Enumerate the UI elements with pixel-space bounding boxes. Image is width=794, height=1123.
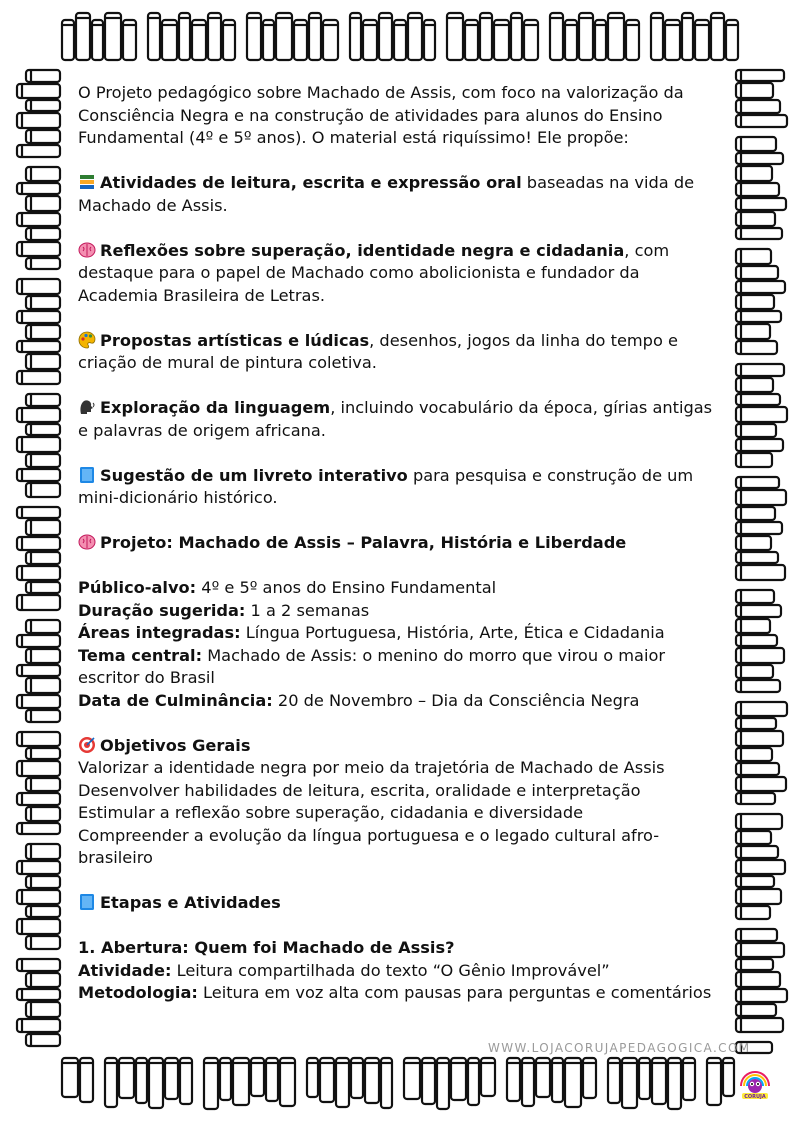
detail-label: Tema central: [78, 645, 203, 665]
step1-activity-label: Atividade: [78, 960, 172, 980]
border-book [736, 648, 784, 663]
detail-value: Machado de Assis: o menino do morro que virou o maior escritor do Brasil [78, 645, 666, 687]
border-book [105, 1058, 117, 1107]
item-reading-text: baseadas na vida de Machado de Assis. [78, 173, 695, 215]
project-title: Projeto: Machado de Assis – Palavra, História e Liberdade [100, 533, 627, 552]
border-book [736, 552, 778, 563]
border-book [522, 1058, 534, 1106]
border-book [736, 943, 784, 957]
border-book [736, 522, 782, 534]
border-book [736, 972, 780, 987]
border-book [736, 70, 784, 81]
website-footer: WWW.LOJACORUJAPEDAGOGICA.COM [488, 1041, 751, 1055]
intro-paragraph: O Projeto pedagógico sobre Machado de Assis, com foco na valorização da Consciência Negra e na construção de atividades para alunos do Ensino Fundamental (4º e 5º anos). O material está riquíssimo! Ele propõe: [78, 83, 684, 147]
border-book [17, 311, 60, 323]
border-book [17, 242, 60, 256]
border-book [17, 989, 60, 1000]
border-book [437, 1058, 449, 1109]
border-book [736, 100, 780, 113]
border-book [736, 1018, 783, 1032]
border-book [736, 439, 783, 451]
item-language-bold: Exploração da linguagem [100, 398, 331, 417]
steps-title: Etapas e Atividades [100, 893, 281, 912]
item-booklet-text: para pesquisa e construção de um mini-dicionário histórico. [78, 465, 694, 507]
border-book [736, 394, 780, 405]
books-icon [78, 173, 96, 191]
border-book [736, 989, 787, 1002]
border-book [17, 183, 60, 194]
border-book [17, 213, 60, 226]
border-book [652, 1058, 666, 1104]
border-book [736, 763, 779, 775]
border-book [365, 1058, 379, 1103]
owl-logo-icon [738, 1066, 772, 1100]
border-book [639, 1058, 650, 1099]
border-book [17, 566, 60, 580]
step1-title: 1. Abertura: Quem foi Machado de Assis? [78, 938, 455, 957]
border-book [165, 1058, 178, 1099]
border-book [309, 13, 321, 60]
border-book [17, 665, 60, 676]
steps-heading [78, 892, 718, 915]
border-book [736, 183, 779, 196]
objectives-title: Objetivos Gerais [100, 735, 251, 755]
border-book [404, 1058, 420, 1099]
border-book [204, 1058, 218, 1109]
border-book [381, 1058, 392, 1108]
objectives-heading [78, 735, 718, 758]
border-book [682, 13, 693, 60]
border-book [17, 113, 60, 128]
border-book [736, 490, 786, 505]
item-arts-text: , desenhos, jogos da linha do tempo e criação de mural de pintura coletiva. [78, 330, 678, 372]
border-book [736, 929, 777, 941]
border-book [17, 437, 60, 452]
palette-icon [78, 331, 96, 349]
border-book [17, 1019, 60, 1032]
border-book [736, 341, 777, 354]
step1-method-text: Leitura em voz alta com pausas para perguntas e comentários [197, 983, 712, 1002]
border-book [480, 13, 492, 60]
item-booklet-bold: Sugestão de um livreto interativo [100, 465, 408, 485]
book-icon [78, 893, 96, 911]
border-book [17, 823, 60, 834]
border-book [233, 1058, 249, 1105]
border-book [507, 1058, 520, 1101]
border-book [280, 1058, 295, 1106]
border-book [736, 846, 778, 858]
brain-icon [78, 533, 96, 551]
border-book [148, 13, 160, 60]
border-book [17, 793, 60, 805]
border-book [550, 13, 563, 60]
border-book [220, 1058, 231, 1100]
book-icon [78, 466, 96, 484]
border-book [208, 13, 221, 60]
border-book [707, 1058, 721, 1105]
objective-item: Compreender a evolução da língua portuguesa e o legado cultural afro-brasileiro [78, 825, 660, 867]
objective-item: Estimular a reflexão sobre superação, cidadania e diversidade [78, 803, 584, 822]
border-book [136, 1058, 147, 1103]
border-book [17, 959, 60, 971]
detail-value: 4º e 5º anos do Ensino Fundamental [196, 578, 497, 597]
border-book [17, 761, 60, 776]
border-book [736, 311, 781, 322]
border-book [736, 860, 785, 874]
border-book [17, 341, 60, 352]
border-book [17, 145, 60, 157]
border-book [711, 13, 724, 60]
border-book [17, 469, 60, 481]
objective-item: Desenvolver habilidades de leitura, escrita, oralidade e interpretação [78, 780, 641, 800]
border-book [408, 13, 422, 60]
border-book [736, 198, 786, 210]
border-book [511, 13, 522, 60]
item-arts-bold: Propostas artísticas e lúdicas [100, 330, 370, 350]
border-book [736, 814, 782, 829]
item-language [78, 397, 718, 442]
border-book [608, 1058, 620, 1103]
item-reflections-bold: Reflexões sobre superação, identidade negra e cidadania [100, 240, 625, 260]
detail-value: Língua Portuguesa, História, Arte, Ética e Cidadania [240, 623, 665, 642]
item-language-text: , incluindo vocabulário da época, gírias antigas e palavras de origem africana. [78, 398, 713, 440]
border-book [179, 13, 190, 60]
border-book [17, 595, 60, 610]
border-book [80, 1058, 93, 1102]
border-book [608, 13, 624, 60]
border-book [336, 1058, 349, 1107]
border-book [17, 507, 60, 518]
border-book [17, 695, 60, 708]
item-reflections [78, 240, 718, 308]
target-icon [78, 736, 96, 754]
border-book [736, 407, 787, 422]
border-book [736, 477, 779, 488]
border-book [350, 13, 361, 60]
border-book [17, 919, 60, 934]
border-book [468, 1058, 479, 1105]
item-reading-bold: Atividades de leitura, escrita e expressão oral [100, 173, 522, 192]
border-book [180, 1058, 192, 1104]
step1-method-label: Metodologia: [78, 983, 198, 1002]
brain-icon [78, 241, 96, 259]
border-book [683, 1058, 695, 1100]
border-book [422, 1058, 435, 1104]
step1-method [78, 982, 718, 1005]
border-book [668, 1058, 681, 1109]
detail-duration [78, 600, 718, 623]
detail-theme [78, 645, 718, 690]
border-book [17, 890, 60, 904]
border-book [552, 1058, 563, 1102]
detail-label: Data de Culminância: [78, 690, 273, 710]
item-reading [78, 172, 718, 217]
detail-label: Duração sugerida: [78, 600, 246, 620]
detail-areas [78, 622, 718, 645]
border-book [105, 13, 121, 60]
border-book [736, 731, 783, 746]
border-book [736, 364, 784, 376]
border-book [579, 13, 593, 60]
border-book [736, 635, 777, 646]
border-book [565, 1058, 581, 1107]
border-book [736, 777, 786, 791]
item-reflections-text: , com destaque para o papel de Machado como abolicionista e fundador da Academia Brasileira de Letras. [78, 240, 670, 305]
detail-date [78, 690, 718, 713]
border-book [17, 861, 60, 874]
detail-label: Áreas integradas: [78, 623, 241, 642]
border-book [379, 13, 392, 60]
border-book [447, 13, 463, 60]
border-book [736, 228, 782, 239]
detail-audience [78, 577, 718, 600]
border-book [17, 408, 60, 422]
border-book [736, 605, 781, 617]
logo-text: CORUJA [744, 1094, 766, 1100]
border-book [247, 13, 261, 60]
speaking-head-icon [78, 398, 96, 416]
border-book [736, 115, 787, 127]
border-book [266, 1058, 278, 1101]
border-book [622, 1058, 637, 1108]
objective-item: Valorizar a identidade negra por meio da trajetória de Machado de Assis [78, 758, 665, 777]
border-book [76, 13, 90, 60]
border-book [276, 13, 292, 60]
step1-activity-text: Leitura compartilhada do texto “O Gênio Improvável” [171, 960, 610, 980]
border-book [651, 13, 663, 60]
border-book [451, 1058, 466, 1100]
border-book [736, 153, 783, 164]
border-book [17, 84, 60, 98]
border-book [736, 702, 787, 716]
project-heading [78, 532, 718, 555]
detail-value: 20 de Novembro – Dia da Consciência Negra [272, 690, 640, 710]
border-book [17, 635, 60, 647]
border-book [320, 1058, 334, 1102]
border-book [17, 279, 60, 294]
step1-activity [78, 960, 718, 983]
document-body [78, 82, 718, 1005]
border-book [736, 680, 780, 692]
border-book [149, 1058, 163, 1108]
border-book [17, 537, 60, 550]
border-book [736, 565, 785, 580]
border-book [736, 281, 785, 293]
border-book [736, 266, 778, 279]
border-book [736, 889, 781, 904]
detail-label: Público-alvo: [78, 578, 197, 597]
item-booklet [78, 465, 718, 510]
item-arts [78, 330, 718, 375]
border-book [17, 371, 60, 384]
border-book [17, 732, 60, 746]
detail-value: 1 a 2 semanas [245, 600, 370, 620]
